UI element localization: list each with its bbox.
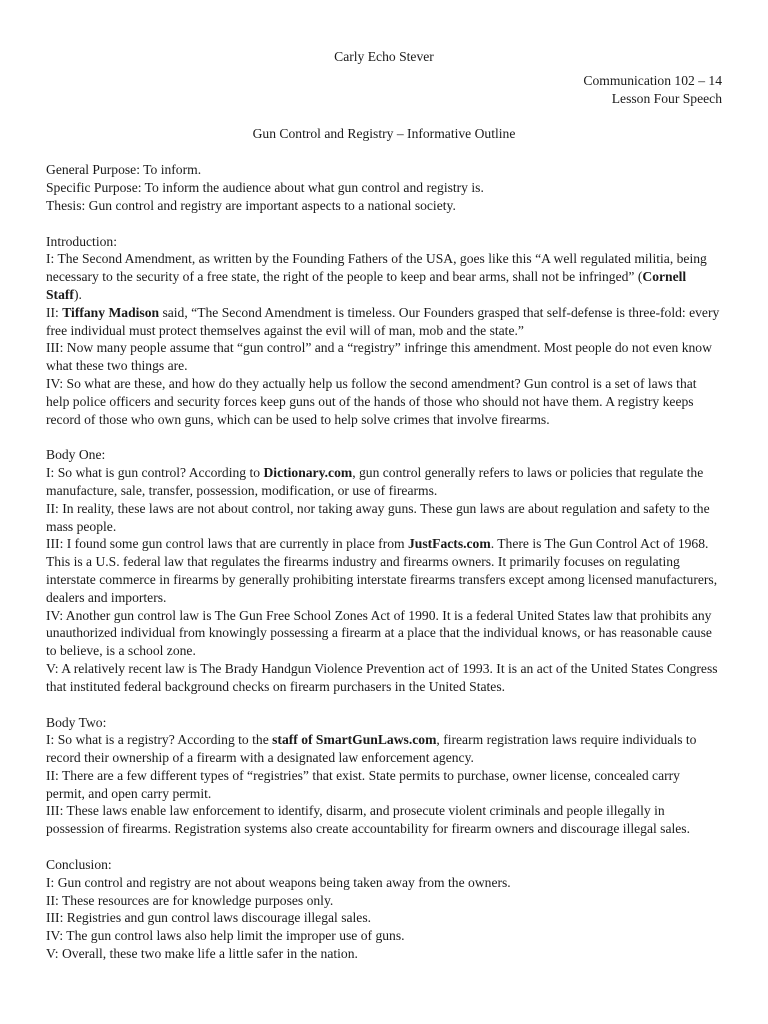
outline-point bbox=[46, 250, 722, 303]
conclusion-section bbox=[46, 856, 722, 963]
point-text: said, “The Second Amendment is timeless. Our Founders grasped that self-defense is three-fold: every free individual must protect themselves against the evil will of man, mob and the state.” bbox=[46, 304, 720, 338]
section-heading: Conclusion: bbox=[46, 857, 112, 873]
point-text: , firearm registration laws require individuals to record their ownership of a firearm with a designated law enforcement agency. bbox=[46, 732, 697, 766]
section-heading: Introduction: bbox=[46, 233, 117, 249]
course-info bbox=[46, 72, 722, 108]
course-name: Communication 102 – 14 bbox=[583, 72, 722, 88]
introduction-section bbox=[46, 233, 722, 429]
point-text: ). bbox=[73, 286, 82, 302]
point-text: I: The Second Amendment, as written by the Founding Fathers of the USA, goes like this “A well regulated militia, being necessary to the security of a free state, the right of the people to keep and bear arms, shall not be infringed” ( bbox=[46, 251, 707, 285]
outline-point bbox=[46, 304, 722, 340]
author-name: Carly Echo Stever bbox=[334, 49, 434, 64]
citation-source: JustFacts.com bbox=[408, 536, 491, 552]
outline-point bbox=[46, 464, 722, 500]
purpose-block bbox=[46, 161, 722, 214]
body-one-section bbox=[46, 446, 722, 695]
outline-point bbox=[46, 731, 722, 767]
outline-point: III: Now many people assume that “gun control” and a “registry” infringe this amendment. Most people do not even know what these two things are. bbox=[46, 340, 712, 374]
outline-point: V: Overall, these two make life a little safer in the nation. bbox=[46, 946, 358, 962]
citation-source: Tiffany Madison bbox=[62, 304, 160, 320]
general-purpose: General Purpose: To inform. bbox=[46, 162, 202, 178]
outline-point: III: Registries and gun control laws discourage illegal sales. bbox=[46, 910, 372, 926]
outline-point: IV: Another gun control law is The Gun Free School Zones Act of 1990. It is a federal United States law that prohibits any unauthorized individual from knowingly possessing a firearm at a place that the individual knows, or has reasonable cause to believe, is a school zone. bbox=[46, 607, 712, 659]
point-text: I: So what is a registry? According to the bbox=[46, 732, 273, 748]
point-text: I: So what is gun control? According to bbox=[46, 465, 264, 481]
section-heading: Body Two: bbox=[46, 714, 107, 730]
outline-point: II: There are a few different types of “registries” that exist. State permits to purchase, owner license, concealed carry permit, and open carry permit. bbox=[46, 767, 680, 801]
point-text: II: bbox=[46, 304, 63, 320]
point-text: . There is The Gun Control Act of 1968. This is a U.S. federal law that regulates the firearms industry and firearms owners. It primarily focuses on regulating interstate commerce in firearms by generally prohibiting interstate firearms transfers except among licensed manufacturers, dealers and importers. bbox=[46, 536, 718, 605]
outline-point: II: In reality, these laws are not about control, nor taking away guns. These gun laws are about regulation and safety to the mass people. bbox=[46, 500, 710, 534]
lesson-name: Lesson Four Speech bbox=[611, 90, 722, 106]
thesis: Thesis: Gun control and registry are important aspects to a national society. bbox=[46, 197, 456, 213]
point-text: III: I found some gun control laws that are currently in place from bbox=[46, 536, 408, 552]
body-two-section bbox=[46, 714, 722, 839]
outline-point bbox=[46, 535, 722, 606]
outline-point: IV: So what are these, and how do they actually help us follow the second amendment? Gun control is a set of laws that help police officers and security forces keep guns out of the hands of those who should not have them. A registry keeps record of those who own guns, which can be used to help solve crimes that involve firearms. bbox=[46, 375, 697, 427]
citation-source: staff of SmartGunLaws.com bbox=[272, 732, 437, 748]
citation-source: Cornell Staff bbox=[46, 269, 687, 302]
specific-purpose: Specific Purpose: To inform the audience about what gun control and registry is. bbox=[46, 179, 484, 195]
document-title: Gun Control and Registry – Informative Outline bbox=[252, 126, 516, 142]
citation-source: Dictionary.com bbox=[263, 465, 353, 481]
outline-point: II: These resources are for knowledge purposes only. bbox=[46, 892, 334, 908]
section-heading: Body One: bbox=[46, 447, 106, 463]
outline-point: III: These laws enable law enforcement to identify, disarm, and prosecute violent criminals and people illegally in possession of firearms. Registration systems also create accountability for firearm owners and discourage illegal sales. bbox=[46, 803, 690, 837]
outline-point: V: A relatively recent law is The Brady Handgun Violence Prevention act of 1993. It is an act of the United States Congress that instituted federal background checks on firearm purchasers in the United States. bbox=[46, 660, 718, 694]
point-text: , gun control generally refers to laws or policies that regulate the manufacture, sale, transfer, possession, modification, or use of firearms. bbox=[46, 465, 704, 498]
outline-point: IV: The gun control laws also help limit the improper use of guns. bbox=[46, 928, 405, 944]
outline-point: I: Gun control and registry are not about weapons being taken away from the owners. bbox=[46, 874, 511, 890]
